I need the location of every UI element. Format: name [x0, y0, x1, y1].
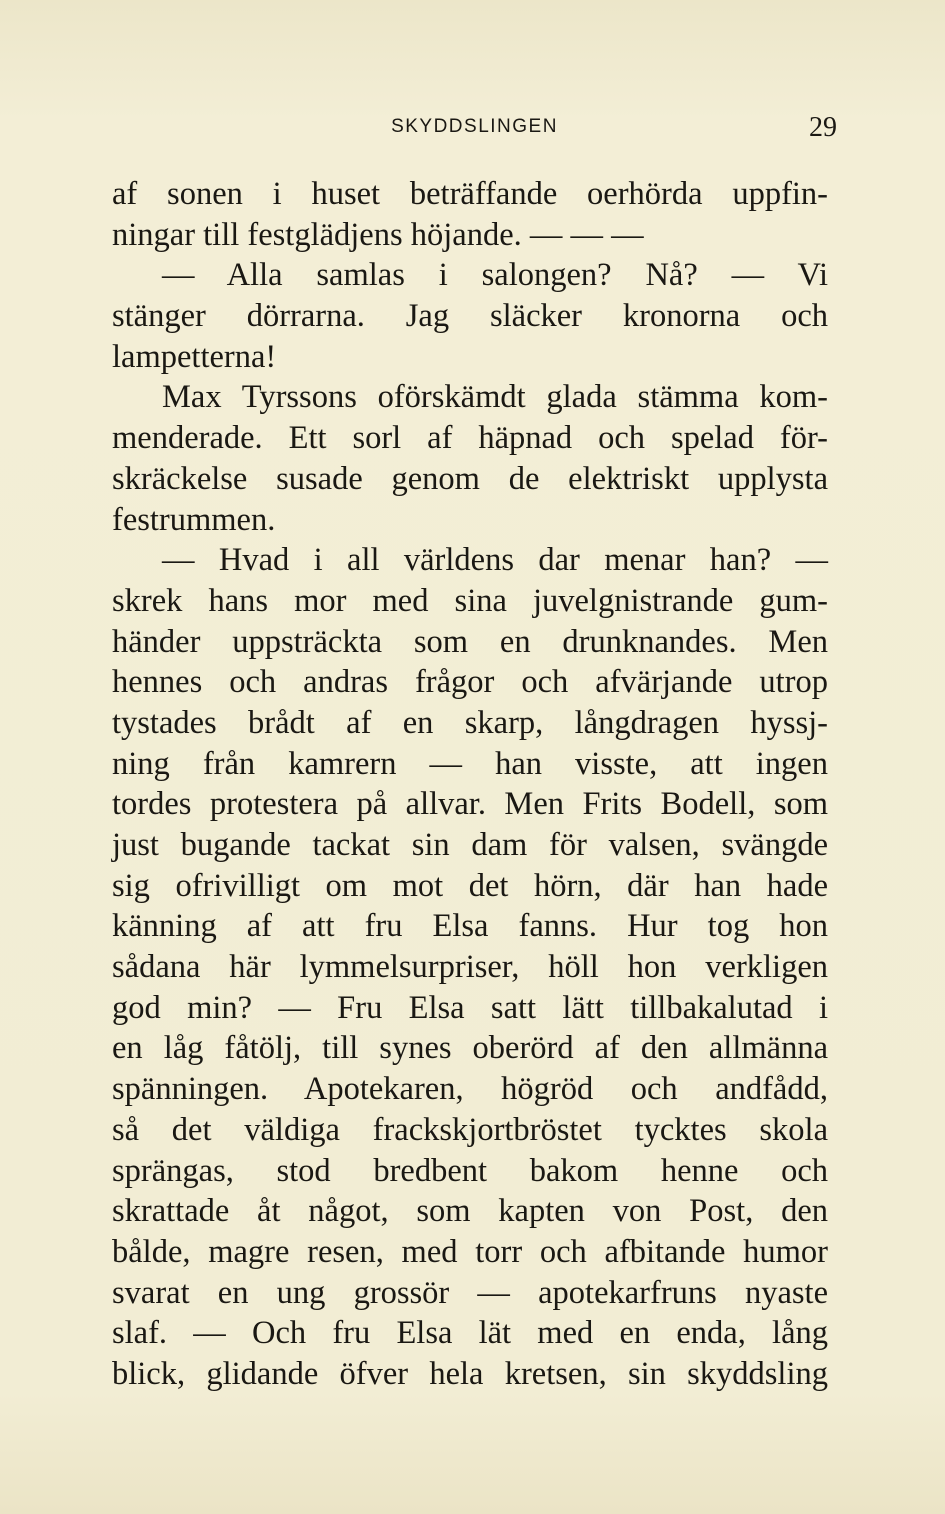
text-line: skrek hans mor med sina juvelgnistrande gum- — [112, 582, 828, 619]
text-line: känning af att fru Elsa fanns. Hur tog hon — [112, 908, 828, 945]
text-line: — Hvad i all världens dar menar han? — — [162, 542, 828, 579]
text-line: sig ofrivilligt om mot det hörn, där han hade — [112, 867, 828, 904]
text-line: blick, glidande öfver hela kretsen, sin skyddsling — [112, 1355, 828, 1392]
text-line: skrattade åt något, som kapten von Post, den — [112, 1193, 828, 1230]
text-line: en låg fåtölj, till synes oberörd af den allmänna — [112, 1030, 828, 1067]
text-line: hennes och andras frågor och afvärjande utrop — [112, 664, 828, 701]
text-line: stänger dörrarna. Jag släcker kronorna och — [112, 298, 828, 335]
text-line: af sonen i huset beträffande oerhörda uppfin- — [112, 176, 828, 212]
text-line: sprängas, stod bredbent bakom henne och — [112, 1152, 828, 1189]
text-line: svarat en ung grossör — apotekarfruns nyaste — [112, 1274, 828, 1311]
text-line: ning från kamrern — han visste, att ingen — [112, 745, 828, 782]
page-number: 29 — [809, 112, 837, 143]
body-text — [112, 174, 828, 1395]
running-title: SKYDDSLINGEN — [391, 116, 558, 137]
text-line: skräckelse susade genom de elektriskt upplysta — [112, 460, 828, 497]
text-line: god min? — Fru Elsa satt lätt tillbakalutad i — [112, 989, 828, 1026]
text-line: just bugande tackat sin dam för valsen, svängde — [112, 827, 828, 863]
page-header — [112, 112, 837, 146]
text-line: händer uppsträckta som en drunknandes. Men — [112, 623, 828, 660]
text-line: menderade. Ett sorl af häpnad och spelad för- — [112, 420, 828, 457]
text-line: tordes protestera på allvar. Men Frits Bodell, som — [112, 786, 828, 823]
text-line: — Alla samlas i salongen? Nå? — Vi — [162, 257, 828, 294]
text-line: sådana här lymmelsurpriser, höll hon verkligen — [112, 949, 828, 986]
text-line: Max Tyrssons oförskämdt glada stämma kom- — [162, 379, 828, 416]
text-line: slaf. — Och fru Elsa lät med en enda, lång — [112, 1315, 828, 1352]
text-line: så det väldiga frackskjortbröstet tycktes skola — [112, 1111, 828, 1148]
text-line: ningar till festglädjens höjande. — — — — [112, 216, 644, 253]
text-line: festrummen. — [112, 501, 276, 538]
text-line: tystades brådt af en skarp, långdragen hyssj- — [112, 704, 828, 741]
text-line: lampetterna! — [112, 338, 277, 375]
text-line: bålde, magre resen, med torr och afbitande humor — [112, 1233, 828, 1270]
text-line: spänningen. Apotekaren, högröd och andfådd, — [112, 1071, 828, 1108]
